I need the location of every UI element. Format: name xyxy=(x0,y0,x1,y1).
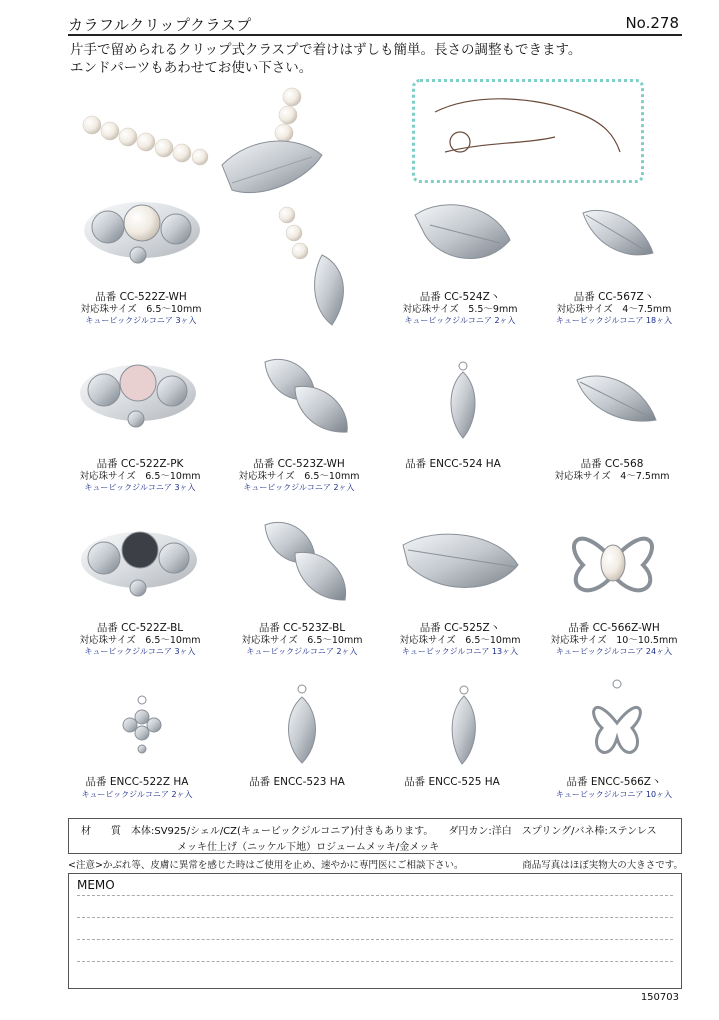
product-label: 品番 ENCC-525 HA xyxy=(404,776,500,788)
cc-525z-image xyxy=(398,525,524,603)
materials-line-2: メッキ仕上げ（ニッケル下地）ロジュームメッキ/金メッキ xyxy=(177,842,440,853)
encc-523-ha-image xyxy=(282,683,322,765)
product-label: 品番 CC-567Z丶 対応珠サイズ 4～7.5mm キュービックジルコニア 18ヶ入 xyxy=(555,291,673,325)
encc-566z-image xyxy=(584,678,650,770)
product-label: 品番 CC-522Z-WH 対応珠サイズ 6.5～10mm キュービックジルコニア 3ヶ入 xyxy=(80,291,202,325)
photo-size-note: 商品写真はほぼ実物大の大きさです。 xyxy=(522,860,683,871)
title-rule xyxy=(68,34,682,36)
intro-line-2: エンドパーツもあわせてお使い下さい。 xyxy=(70,60,313,76)
intro-text xyxy=(70,41,581,77)
cc-568-image xyxy=(572,368,660,426)
memo-line xyxy=(77,895,673,896)
intro-line-1: 片手で留められるクリップ式クラスプで着けはずしも簡単。長さの調整もできます。 xyxy=(70,42,582,58)
product-label: 品番 CC-568 対応珠サイズ 4～7.5mm xyxy=(554,458,670,482)
usage-illustration-frame xyxy=(412,79,644,183)
product-label: 品番 CC-522Z-PK 対応珠サイズ 6.5～10mm キュービックジルコニア 3ヶ入 xyxy=(79,458,201,492)
page-number: No.278 xyxy=(625,14,679,32)
caution-notice: <注意>かぶれ等、皮膚に異常を感じた時はご使用を止め、速やかに専門医にご相談下さい。 xyxy=(68,860,464,871)
memo-title: MEMO xyxy=(77,878,115,892)
product-label: 品番 CC-566Z-WH 対応珠サイズ 10～10.5mm キュービックジルコニア 24ヶ入 xyxy=(550,622,678,656)
cc-524z-image xyxy=(405,195,517,270)
memo-line xyxy=(77,961,673,962)
product-label: 品番 ENCC-524 HA xyxy=(405,458,501,470)
hand-illustration xyxy=(415,82,641,180)
product-label: 品番 CC-523Z-BL 対応珠サイズ 6.5～10mm キュービックジルコニア 2ヶ入 xyxy=(241,622,363,656)
product-label: 品番 CC-525Z丶 対応珠サイズ 6.5～10mm キュービックジルコニア 13ヶ入 xyxy=(399,622,521,656)
encc-524-ha-image xyxy=(445,360,481,440)
product-label: 品番 ENCC-566Z丶 キュービックジルコニア 10ヶ入 xyxy=(555,776,673,799)
cc-566z-wh-image xyxy=(558,515,668,610)
product-label: 品番 CC-524Z丶 対応珠サイズ 5.5～9mm キュービックジルコニア 2ヶ入 xyxy=(402,291,518,325)
product-label: 品番 ENCC-522Z HA キュービックジルコニア 2ヶ入 xyxy=(81,776,193,799)
cc-567z-image xyxy=(578,203,658,263)
page-title: カラフルクリップクラスプ xyxy=(68,16,252,34)
cc-522z-pk-image xyxy=(74,345,202,440)
encc-525-ha-image xyxy=(446,684,482,766)
product-label: 品番 CC-523Z-WH 対応珠サイズ 6.5～10mm キュービックジルコニア 2ヶ入 xyxy=(238,458,360,492)
memo-box xyxy=(68,873,682,989)
footer-code: 150703 xyxy=(640,992,679,1003)
product-label: 品番 ENCC-523 HA xyxy=(249,776,345,788)
cc-523z-bl-image xyxy=(255,515,353,607)
cc-522z-wh-image xyxy=(78,185,206,275)
product-label: 品番 CC-522Z-BL 対応珠サイズ 6.5～10mm キュービックジルコニア 3ヶ入 xyxy=(79,622,201,656)
materials-box xyxy=(68,818,682,854)
memo-line xyxy=(77,917,673,918)
materials-line-1: 材 質 本体:SV925/シェル/CZ(キュービックジルコニア)付きもあります。 ダ円カン:洋白 スプリング/バネ棒:ステンレス xyxy=(81,826,657,837)
cc-522z-bl-image xyxy=(74,512,204,608)
cc-523z-wh-image xyxy=(255,352,355,440)
encc-522z-ha-image xyxy=(118,695,166,757)
memo-line xyxy=(77,939,673,940)
